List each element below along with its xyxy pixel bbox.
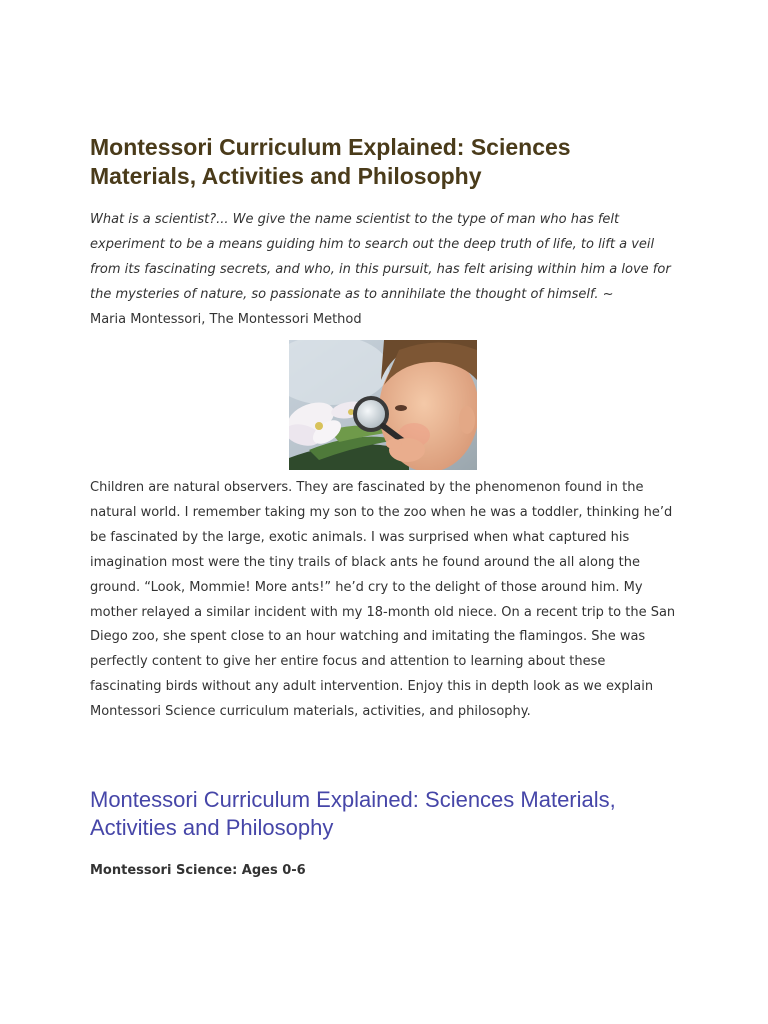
- quote-text: What is a scientist?... We give the name scientist to the type of man who has felt experiment to be a means guiding him to search out the deep truth of life, to lift a veil from its fascinating secrets, and who, in this pursuit, has felt arising within him a love for the mysteries of nature, so passionate as to annihilate the thought of himself. ~: [90, 212, 671, 302]
- article-body: Children are natural observers. They are fascinated by the phenomenon found in the natural world. I remember taking my son to the zoo when he was a toddler, thinking he’d be fascinated by the large, exotic animals. I was surprised when what captured his imagination most were the tiny trails of black ants he found around the all along the ground. “Look, Mommie! More ants!” he’d cry to the delight of those around him. My mother relayed a similar incident with my 18-month old niece. On a recent trip to the San Diego zoo, she spent close to an hour watching and imitating the flamingos. She was perfectly content to give her entire focus and attention to learning about these fascinating birds without any adult intervention. Enjoy this in depth look as we explain Montessori Science curriculum materials, activities, and philosophy.: [90, 480, 676, 720]
- article-title: Montessori Curriculum Explained: Sciences Materials, Activities and Philosophy: [90, 134, 571, 189]
- opening-quote: [90, 207, 680, 332]
- section-heading: Montessori Curriculum Explained: Sciences Materials, Activities and Philosophy: [90, 787, 616, 841]
- document-page: [90, 133, 680, 882]
- article-figure: [90, 340, 680, 470]
- quote-attribution: Maria Montessori, The Montessori Method: [90, 312, 362, 327]
- boy-with-magnifying-glass-photo: [289, 340, 477, 470]
- section-label: Montessori Science: Ages 0-6: [90, 863, 306, 879]
